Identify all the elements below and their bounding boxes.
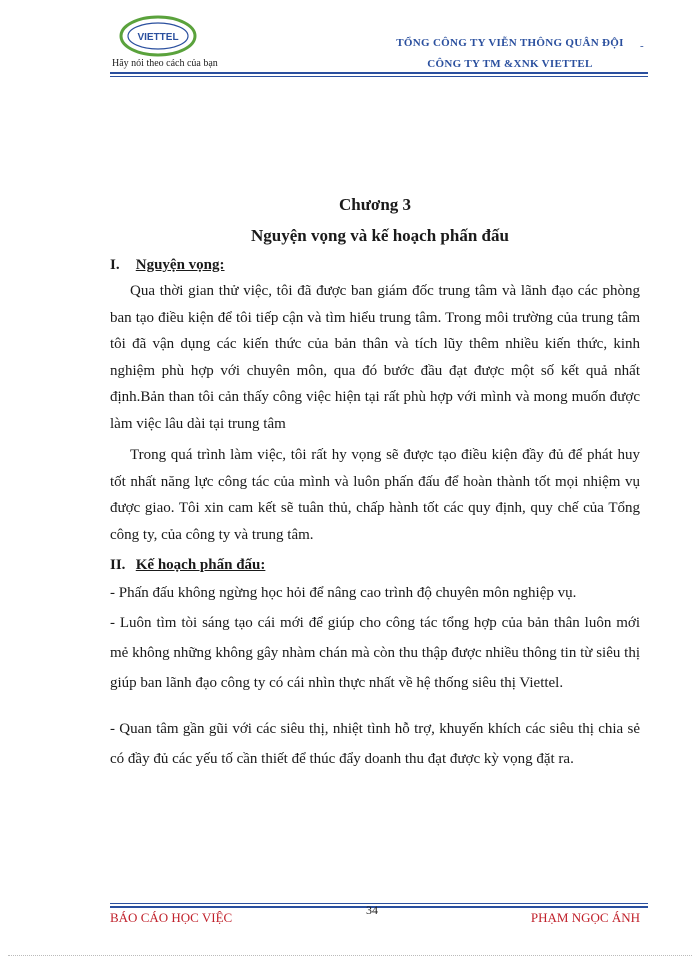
header-divider [110,72,648,74]
paragraph-1 [110,278,640,437]
slogan: Hãy nói theo cách của bạn [112,58,218,69]
header-divider-thin [110,76,648,77]
page-number: 34 [366,903,378,917]
footer-report-title: BÁO CÁO HỌC VIỆC [110,910,233,925]
section-heading-2 [110,557,265,574]
section-heading-1 [110,257,225,274]
section-title: Kế hoạch phấn đấu: [135,557,266,573]
paragraph-2 [110,442,640,548]
bullet-item-2: - Luôn tìm tòi sáng tạo cái mới để giúp cho công tác tổng hợp của bản thân luôn mới mẻ không những không gây nhàm chán mà còn thu thập được nhiều thông tin từ siêu thị giúp ban lãnh đạo công ty có cái nhìn thực nhất về hệ thống siêu thị Viettel. [110,615,640,691]
page-edge-dotted-line [8,955,692,956]
section-title: Nguyện vọng: [135,257,225,273]
footer-author: PHẠM NGỌC ÁNH [530,910,640,925]
chapter-title: Nguyện vọng và kế hoạch phấn đấu [251,226,509,245]
logo-wordmark: VIETTEL [137,32,179,43]
paragraph-text: Trong quá trình làm việc, tôi rất hy vọng sẽ được tạo điều kiện đầy đủ để phát huy tốt nhất năng lực công tác của mình và luôn phấn đấu để hoàn thành tốt mọi nhiệm vụ được giao. Tôi xin cam kết sẽ tuân thủ, chấp hành tốt các quy định, quy chế của Tổng công ty, của công ty và trung tâm. [110,447,640,543]
company-name-line2: CÔNG TY TM &XNK VIETTEL [427,58,593,70]
bullet-item-1: - Phấn đấu không ngừng học hỏi để nâng cao trình độ chuyên môn nghiệp vụ. [110,585,577,601]
section-number: II. [110,557,126,573]
footer-divider-thick [110,906,648,908]
paragraph-text: Qua thời gian thử việc, tôi đã được ban giám đốc trung tâm và lãnh đạo các phòng ban tạo điều kiện để tôi tiếp cận và tìm hiểu trung tâm. Trong môi trường của trung tâm tôi đã vận dụng các kiến thức của bản thân và tích lũy thêm nhiều kiến thức, kinh nghiệm phù hợp với chuyên môn, qua đó bước đầu đạt được một số kết quả nhất định.Bản than tôi cản thấy công việc hiện tại rất phù hợp với mình và mong muốn được làm việc lâu dài tại trung tâm [110,283,640,432]
section-number: I. [110,257,120,273]
bullet-item-3: - Quan tâm gần gũi với các siêu thị, nhiệt tình hỗ trợ, khuyến khích các siêu thị chia sẻ có đầy đủ các yếu tố cần thiết để thúc đẩy doanh thu đạt được kỳ vọng đặt ra. [110,721,640,767]
chapter-number: Chương 3 [338,195,412,214]
footer-divider [110,903,648,904]
header-dash: - [640,40,644,52]
company-name-line1: TỔNG CÔNG TY VIỄN THÔNG QUÂN ĐỘI [396,37,624,49]
viettel-logo [118,14,198,58]
